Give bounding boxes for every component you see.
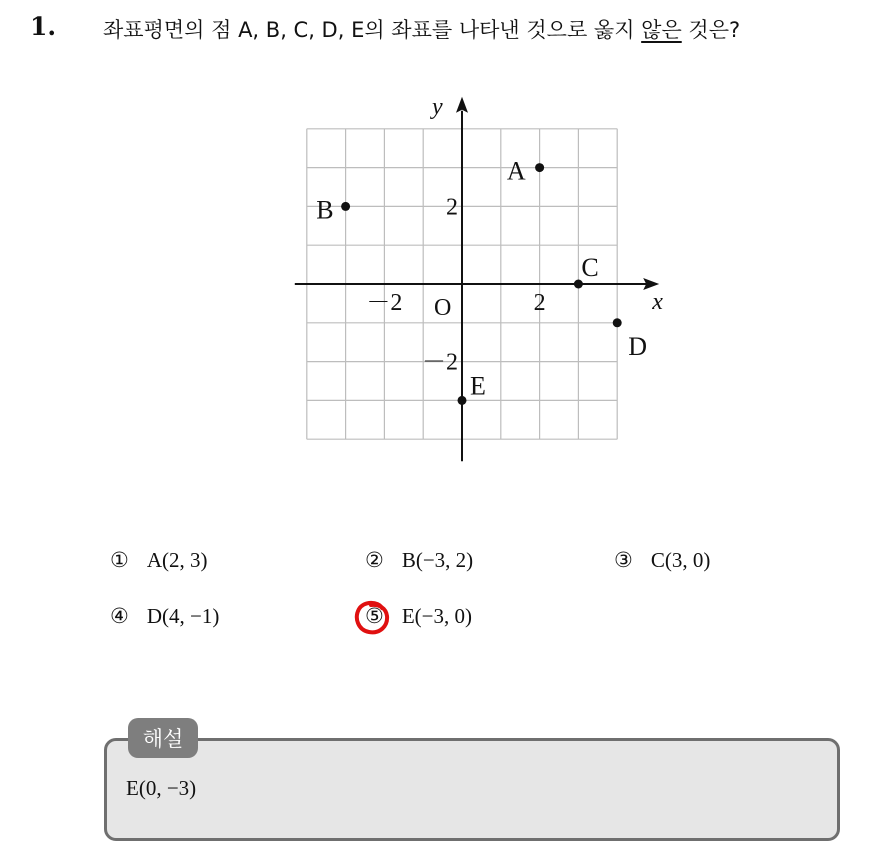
point-label-d: D <box>628 331 647 361</box>
choice-2-marker: ② <box>365 548 384 572</box>
choice-2[interactable] <box>365 548 473 573</box>
points <box>316 157 647 405</box>
choice-5-text: E(−3, 0) <box>401 604 472 628</box>
x-tick-label: 2 <box>533 290 546 316</box>
point-d <box>613 318 622 327</box>
y-axis-arrow <box>456 97 468 113</box>
explanation-tab: 해설 <box>128 718 198 758</box>
y-tick-label: 2 <box>446 194 458 221</box>
point-e <box>458 396 467 405</box>
point-b <box>341 202 350 211</box>
choice-4-marker: ④ <box>110 604 129 628</box>
tick-labels <box>366 94 663 376</box>
axes <box>295 97 659 461</box>
choice-2-text: B(−3, 2) <box>401 548 474 572</box>
point-label-b: B <box>316 195 334 225</box>
x-axis-label: x <box>652 289 663 315</box>
y-tick-label: －2 <box>422 349 458 376</box>
question-text-before: 좌표평면의 점 A, B, C, D, E의 좌표를 나타낸 것으로 옳지 <box>103 18 642 42</box>
answer-circle-mark <box>352 596 392 636</box>
choice-3-marker: ③ <box>614 548 633 572</box>
choice-3[interactable] <box>614 548 710 573</box>
explanation-box <box>104 738 840 841</box>
point-label-a: A <box>506 156 526 186</box>
question-text-after: 것은? <box>681 18 741 42</box>
choice-4-text: D(4, −1) <box>146 604 220 628</box>
point-a <box>535 163 544 172</box>
explanation-text: E(0, −3) <box>126 776 197 800</box>
choice-3-text: C(3, 0) <box>650 548 711 572</box>
origin-label: O <box>434 295 452 321</box>
point-label-e: E <box>470 371 486 401</box>
choice-1[interactable] <box>110 548 207 573</box>
choice-1-text: A(2, 3) <box>146 548 208 572</box>
choice-1-marker: ① <box>110 548 129 572</box>
y-axis-label: y <box>432 93 443 120</box>
x-tick-label: －2 <box>366 290 403 316</box>
choice-5-marker: ⑤ <box>365 604 384 628</box>
choice-4[interactable] <box>110 604 219 629</box>
question-number: 1. <box>30 12 57 41</box>
point-label-c: C <box>581 253 599 282</box>
question-text-underlined: 않은 <box>641 18 682 42</box>
